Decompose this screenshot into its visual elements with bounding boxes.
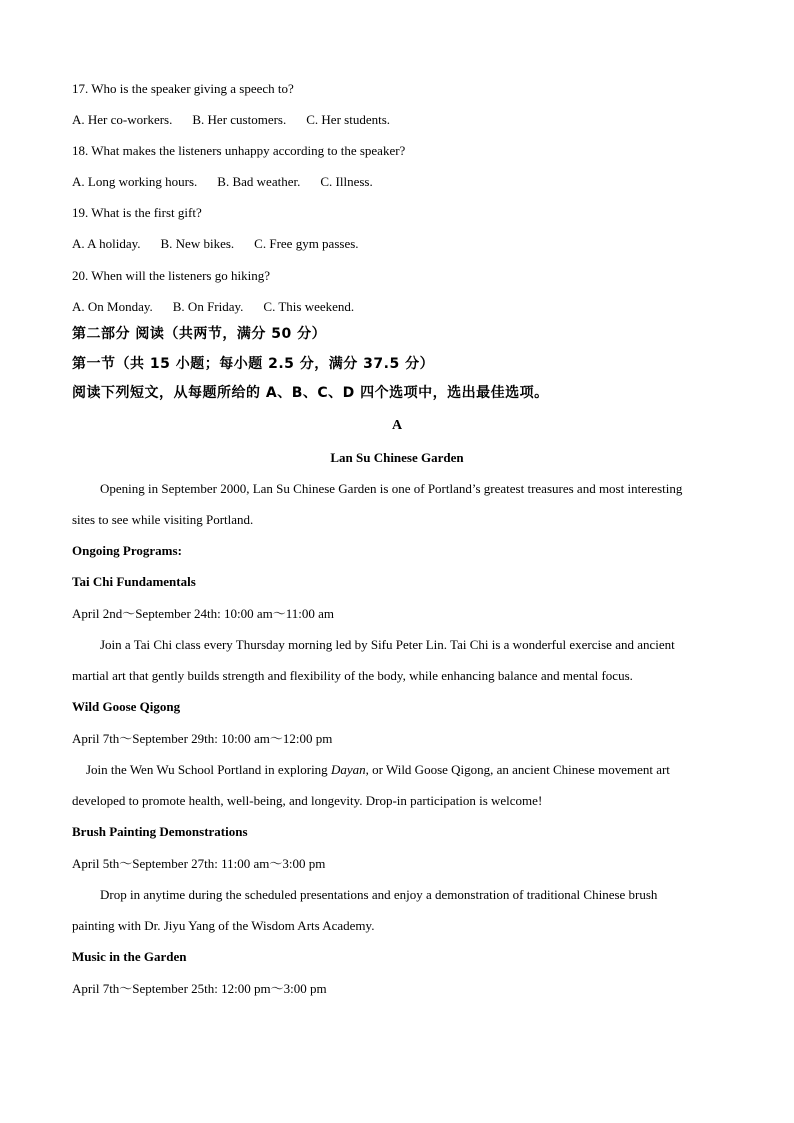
option-c: C. Free gym passes. (254, 236, 359, 251)
program-heading: Music in the Garden (72, 949, 187, 964)
option-a: A. Her co-workers. (72, 112, 173, 127)
program-heading: Brush Painting Demonstrations (72, 824, 248, 839)
program-heading: Wild Goose Qigong (72, 699, 181, 714)
passage-title: Lan Su Chinese Garden (330, 450, 464, 465)
program-dates: April 7th～September 29th: 10:00 am～12:00 pm (72, 731, 333, 746)
intro-line-2: sites to see while visiting Portland. (72, 512, 254, 527)
text-segment: Join the Wen Wu School Portland in exploring (86, 762, 331, 777)
passage-letter: A (391, 418, 403, 433)
program-description: painting with Dr. Jiyu Yang of the Wisdom Arts Academy. (72, 918, 375, 933)
question-20-options (72, 299, 374, 315)
ongoing-programs-heading: Ongoing Programs: (72, 543, 182, 558)
intro-line-1: Opening in September 2000, Lan Su Chinese Garden is one of Portland’s greatest treasures and most interesting (100, 481, 683, 496)
option-a: A. Long working hours. (72, 174, 198, 189)
option-a: A. On Monday. (72, 299, 153, 314)
question-18-options (72, 174, 393, 190)
program-description: martial art that gently builds strength and flexibility of the body, while enhancing balance and mental focus. (72, 668, 633, 683)
text-segment: , or Wild Goose Qigong, an ancient Chinese movement art (365, 762, 670, 777)
program-description (86, 762, 670, 778)
program-description: developed to promote health, well-being, and longevity. Drop-in participation is welcome! (72, 793, 543, 808)
option-b: B. Her customers. (192, 112, 287, 127)
program-dates: April 5th～September 27th: 11:00 am～3:00 pm (72, 856, 326, 871)
option-a: A. A holiday. (72, 236, 141, 251)
question-19-options (72, 236, 379, 252)
question-20: 20. When will the listeners go hiking? (72, 268, 270, 283)
program-heading: Tai Chi Fundamentals (72, 574, 196, 589)
subsection-heading: 第一节（共 15 小题；每小题 2.5 分，满分 37.5 分） (72, 356, 435, 372)
question-18: 18. What makes the listeners unhappy according to the speaker? (72, 143, 406, 158)
program-description: Drop in anytime during the scheduled presentations and enjoy a demonstration of traditional Chinese brush (100, 887, 658, 902)
program-dates: April 2nd～September 24th: 10:00 am～11:00 am (72, 606, 335, 621)
program-dates: April 7th～September 25th: 12:00 pm～3:00 pm (72, 981, 327, 996)
question-19: 19. What is the first gift? (72, 205, 202, 220)
question-17-options (72, 112, 410, 128)
section-part-heading: 第二部分 阅读（共两节，满分 50 分） (72, 326, 327, 342)
option-b: B. Bad weather. (217, 174, 301, 189)
option-c: C. Her students. (306, 112, 391, 127)
option-b: B. New bikes. (160, 236, 235, 251)
option-c: C. Illness. (320, 174, 373, 189)
option-b: B. On Friday. (172, 299, 244, 314)
italic-term: Dayan (330, 762, 366, 777)
option-c: C. This weekend. (263, 299, 355, 314)
section-instruction: 阅读下列短文，从每题所给的 A、B、C、D 四个选项中，选出最佳选项。 (72, 385, 549, 401)
program-description: Join a Tai Chi class every Thursday morning led by Sifu Peter Lin. Tai Chi is a wonderful exercise and ancient (100, 637, 675, 652)
question-17: 17. Who is the speaker giving a speech to? (72, 81, 294, 96)
